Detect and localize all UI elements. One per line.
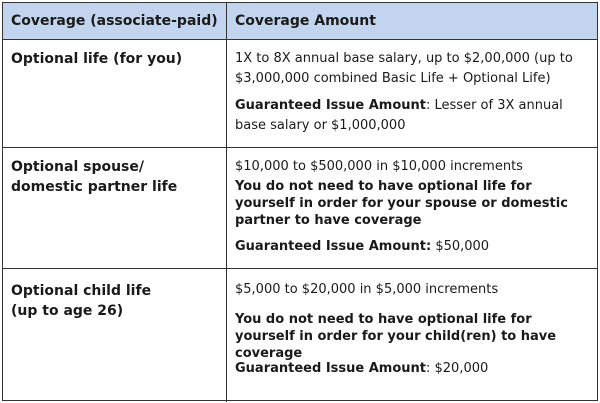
table-row-optional-life-self <box>3 40 597 148</box>
table-header-row <box>3 3 597 40</box>
table-row-optional-child-life <box>3 269 597 402</box>
coverage-amount-text: 1X to 8X annual base salary, up to $2,00,000 (up to $3,000,000 combined Basic Life + Optional Life) <box>235 51 573 86</box>
coverage-note-text: You do not need to have optional life for yourself in order for your child(ren) to have coverage <box>235 312 557 361</box>
guaranteed-issue-value: $50,000 <box>431 239 490 254</box>
row-label: Optional life (for you) <box>11 51 183 67</box>
guaranteed-issue-label: Guaranteed Issue Amount <box>235 361 426 376</box>
coverage-amount-text: $10,000 to $500,000 in $10,000 increments <box>235 159 523 174</box>
row-label: Optional child life (up to age 26) <box>11 283 152 319</box>
header-coverage: Coverage (associate-paid) <box>3 3 227 39</box>
coverage-note-text: You do not need to have optional life for yourself in order for your spouse or domestic partner to have coverage <box>235 179 568 228</box>
coverage-amount-text: $5,000 to $20,000 in $5,000 increments <box>235 282 499 297</box>
guaranteed-issue-label: Guaranteed Issue Amount <box>235 98 426 113</box>
row-label: Optional spouse/ domestic partner life <box>11 159 178 195</box>
guaranteed-issue-value: : Lesser of 3X annual base salary or $1,000,000 <box>235 98 563 133</box>
table-row-optional-spouse-life <box>3 148 597 269</box>
guaranteed-issue-text <box>235 237 591 257</box>
guaranteed-issue-text <box>235 359 591 379</box>
guaranteed-issue-value: : $20,000 <box>426 361 489 376</box>
guaranteed-issue-label: Guaranteed Issue Amount: <box>235 239 432 254</box>
header-coverage-amount: Coverage Amount <box>235 13 376 29</box>
coverage-table <box>2 2 598 401</box>
guaranteed-issue-text <box>235 96 591 136</box>
